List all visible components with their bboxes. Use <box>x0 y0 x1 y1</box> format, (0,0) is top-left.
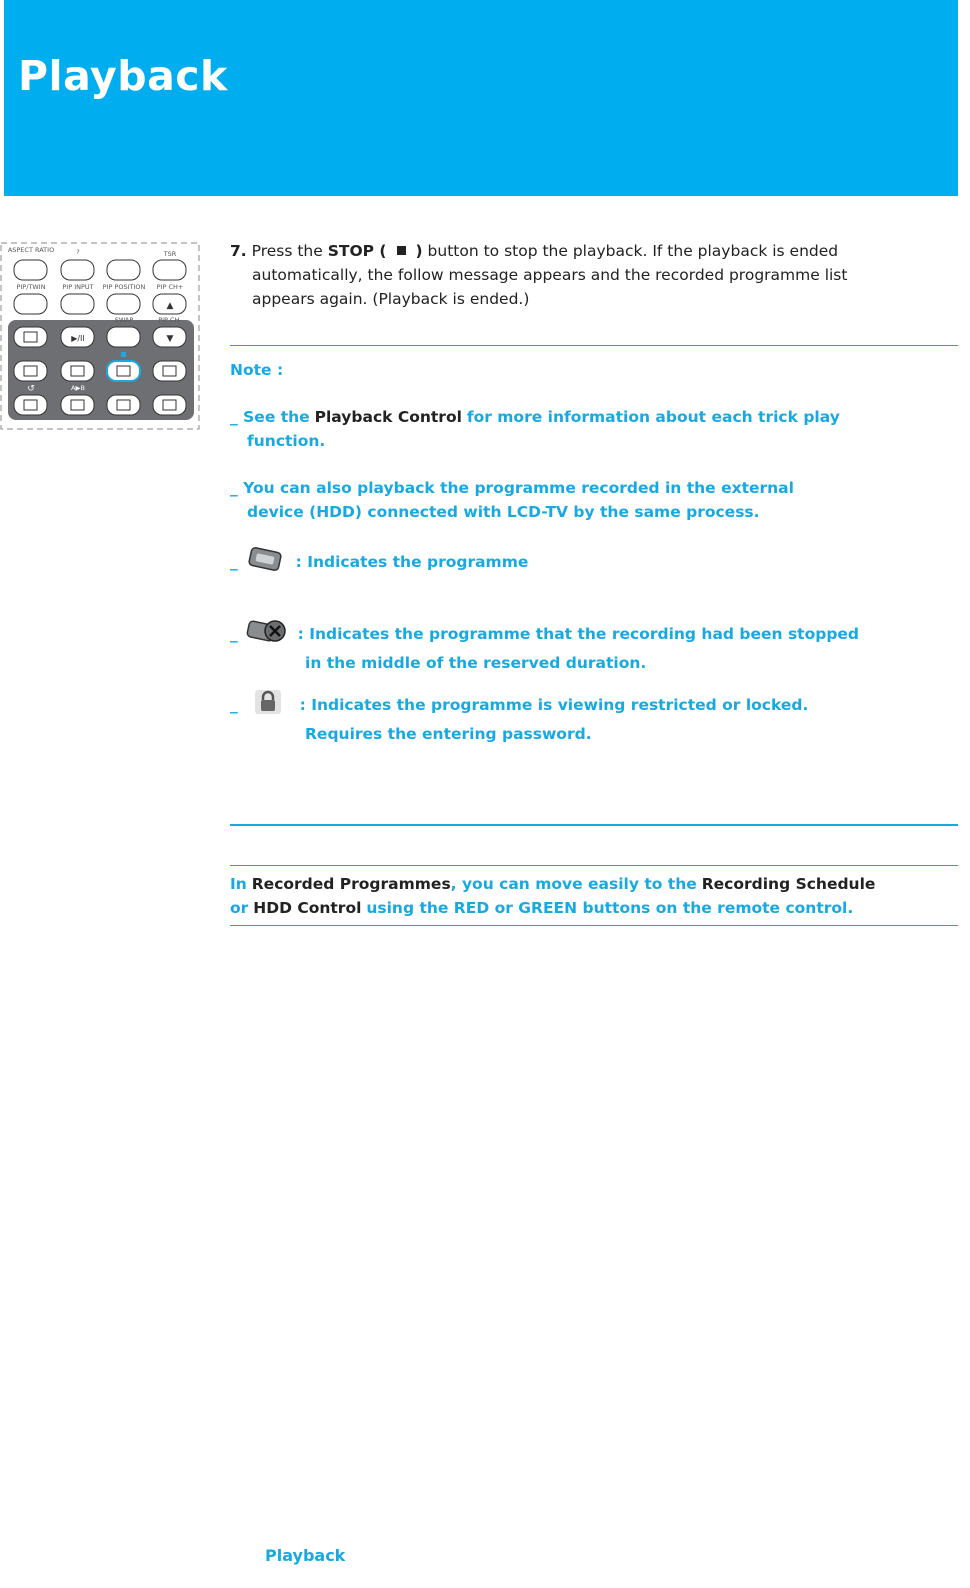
divider <box>230 865 958 866</box>
remote-button <box>153 361 186 381</box>
svg-text:↺: ↺ <box>27 384 35 394</box>
remote-button-highlighted <box>107 361 140 381</box>
remote-button <box>61 294 94 314</box>
remote-button <box>107 260 140 280</box>
remote-button <box>14 361 47 381</box>
stop-label: STOP ( <box>327 242 387 260</box>
note-item-2: _ You can also playback the programme recorded in the external device (HDD) connected with LCD-TV by the same process. <box>230 479 794 521</box>
stopped-recording-icon <box>245 618 287 651</box>
note-item-5: _ : Indicates the programme is viewing restricted or locked. Requires the entering password. <box>230 689 930 746</box>
divider <box>230 824 958 826</box>
remote-button <box>61 260 94 280</box>
remote-button <box>107 395 140 415</box>
note-item-1: _ See the Playback Control for more information about each trick play function. <box>230 408 840 450</box>
footer-section-label: Playback <box>265 1546 346 1565</box>
note-item-3: _ : Indicates the programme <box>230 547 910 578</box>
label-pip-ch-plus: PIP CH+ <box>156 283 184 291</box>
label-tsr: TSR <box>163 250 177 258</box>
svg-text:▲: ▲ <box>166 301 174 311</box>
remote-button <box>14 395 47 415</box>
remote-control-illustration <box>0 242 200 430</box>
label-pip-twin: PIP/TWIN <box>16 283 46 291</box>
note-item-4: _ : Indicates the programme that the recording had been stopped in the middle of the reserved duration. <box>230 618 930 675</box>
svg-text:▼: ▼ <box>166 334 174 344</box>
remote-button <box>14 294 47 314</box>
stop-icon <box>397 246 406 255</box>
remote-button <box>14 327 47 347</box>
label-pip-ch-minus: PIP CH- <box>158 316 182 324</box>
divider <box>230 345 958 346</box>
label-pip-position: PIP POSITION <box>102 283 146 291</box>
note-label: Note : <box>230 361 284 379</box>
label-swap: SWAP <box>114 316 134 324</box>
remote-button <box>153 260 186 280</box>
label-aspect-ratio: ASPECT RATIO <box>7 246 55 254</box>
svg-text:?: ? <box>76 248 80 256</box>
lock-icon <box>253 689 283 722</box>
remote-button <box>61 361 94 381</box>
remote-button <box>61 395 94 415</box>
label-a-b: A▶B <box>71 384 85 392</box>
svg-text:▶/II: ▶/II <box>71 334 85 343</box>
remote-button <box>107 294 140 314</box>
programme-icon <box>247 547 283 578</box>
remote-button <box>153 395 186 415</box>
step-7: 7. Press the STOP ( ) button to stop the playback. If the playback is ended automatically, the follow message appears and the recorded programme list appears again. (Playback is ended.) <box>230 242 848 308</box>
page-title: Playback <box>18 52 228 100</box>
step-number: 7. <box>230 242 247 260</box>
remote-button <box>107 327 140 347</box>
header-banner <box>4 0 958 196</box>
tip-remote-navigation: In Recorded Programmes, you can move easily to the Recording Schedule or HDD Control using the RED or GREEN buttons on the remote control. <box>230 875 876 917</box>
label-pip-input: PIP INPUT <box>62 283 94 291</box>
divider <box>230 925 958 926</box>
remote-button <box>14 260 47 280</box>
